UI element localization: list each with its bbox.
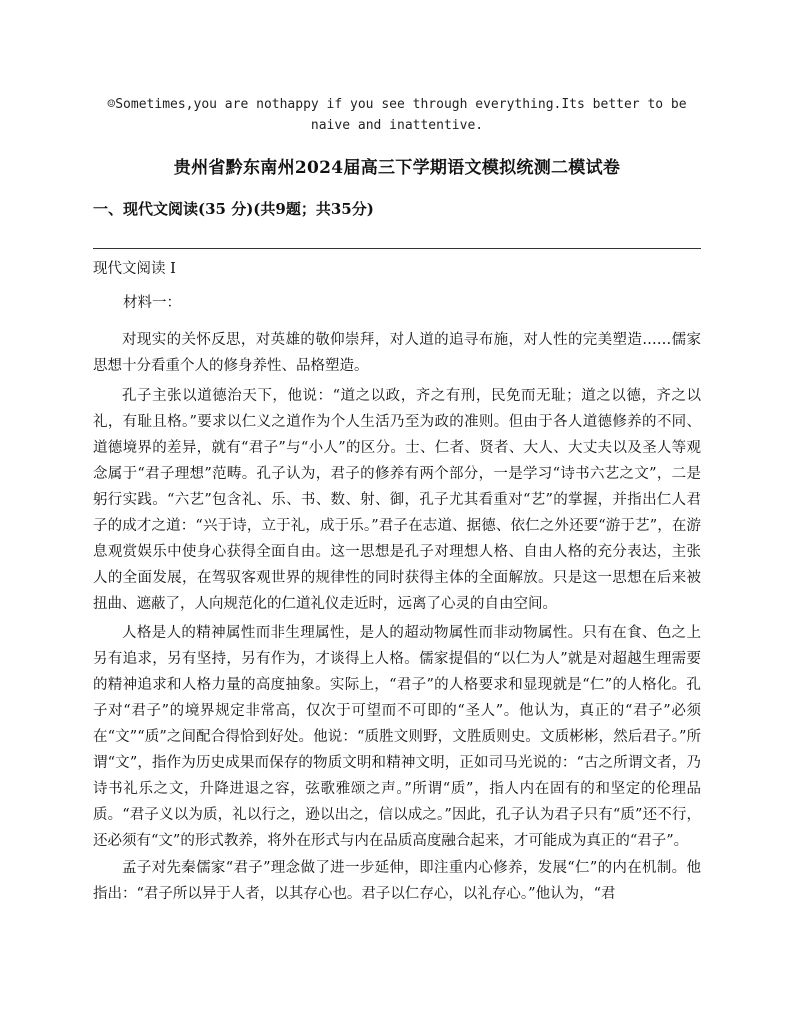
divider [93, 248, 701, 249]
paragraph-3: 人格是人的精神属性而非生理属性，是人的超动物属性而非动物属性。只有在食、色之上另有追求，另有坚持，另有作为，才谈得上人格。儒家提倡的“以仁为人”就是对超越生理需要的精神追求和人格力量的高度抽象。实际上，“君子”的人格要求和显现就是“仁”的人格化。孔子对“君子”的境界规定非常高，仅次于可望而不可即的“圣人”。他认为，真正的“君子”必须在“文”“质”之间配合得恰到好处。他说：“质胜文则野，文胜质则史。文质彬彬，然后君子。”所谓“文”，指作为历史成果而保存的物质文明和精神文明，正如司马光说的：“古之所谓文者，乃诗书礼乐之文，升降进退之容，弦歌雅颂之声。”所谓“质”，指人内在固有的和坚定的伦理品质。“君子义以为质，礼以行之，逊以出之，信以成之。”因此，孔子认为君子只有“质”还不行，还必须有“文”的形式教养，将外在形式与内在品质高度融合起来，才可能成为真正的“君子”。 [93, 625, 701, 849]
paragraph-1: 对现实的关怀反思，对英雄的敬仰崇拜，对人道的追寻布施，对人性的完美塑造……儒家思想十分看重个人的修身养性、品格塑造。 [93, 332, 701, 374]
paragraph-2: 孔子主张以道德治天下，他说：“道之以政，齐之有刑，民免而无耻；道之以德，齐之以礼，有耻且格。”要求以仁义之道作为个人生活乃至为政的准则。但由于各人道德修养的不同、道德境界的差异，就有“君子”与“小人”的区分。士、仁者、贤者、大人、大丈夫以及圣人等观念属于“君子理想”范畴。孔子认为，君子的修养有两个部分，一是学习“诗书六艺之文”，二是躬行实践。“六艺”包含礼、乐、书、数、射、御，孔子尤其看重对“艺”的掌握，并指出仁人君子的成才之道：“兴于诗，立于礼，成于乐。”君子在志道、据德、依仁之外还要“游于艺”，在游息观赏娱乐中使身心获得全面自由。这一思想是孔子对理想人格、自由人格的充分表达，主张人的全面发展，在驾驭客观世界的规律性的同时获得主体的全面解放。只是这一思想在后来被扭曲、遮蔽了，人向规范化的仁道礼仪走近时，远离了心灵的自由空间。 [93, 388, 701, 612]
subsection-heading: 现代文阅读 I [93, 261, 176, 277]
header-motto: ☺Sometimes,you are nothappy if you see through everything.Its better to be naive and inattentive. [107, 97, 687, 133]
page-title: 贵州省黔东南州2024届高三下学期语文模拟统测二模试卷 [173, 158, 621, 178]
section-heading: 一、现代文阅读(35 分)(共9题；共35分) [93, 200, 374, 218]
material-label: 材料一： [123, 295, 181, 311]
paragraph-4: 孟子对先秦儒家“君子”理念做了进一步延伸，即注重内心修养，发展“仁”的内在机制。他指出：“君子所以异于人者，以其存心也。君子以仁存心，以礼存心。”他认为，“君 [93, 860, 701, 902]
